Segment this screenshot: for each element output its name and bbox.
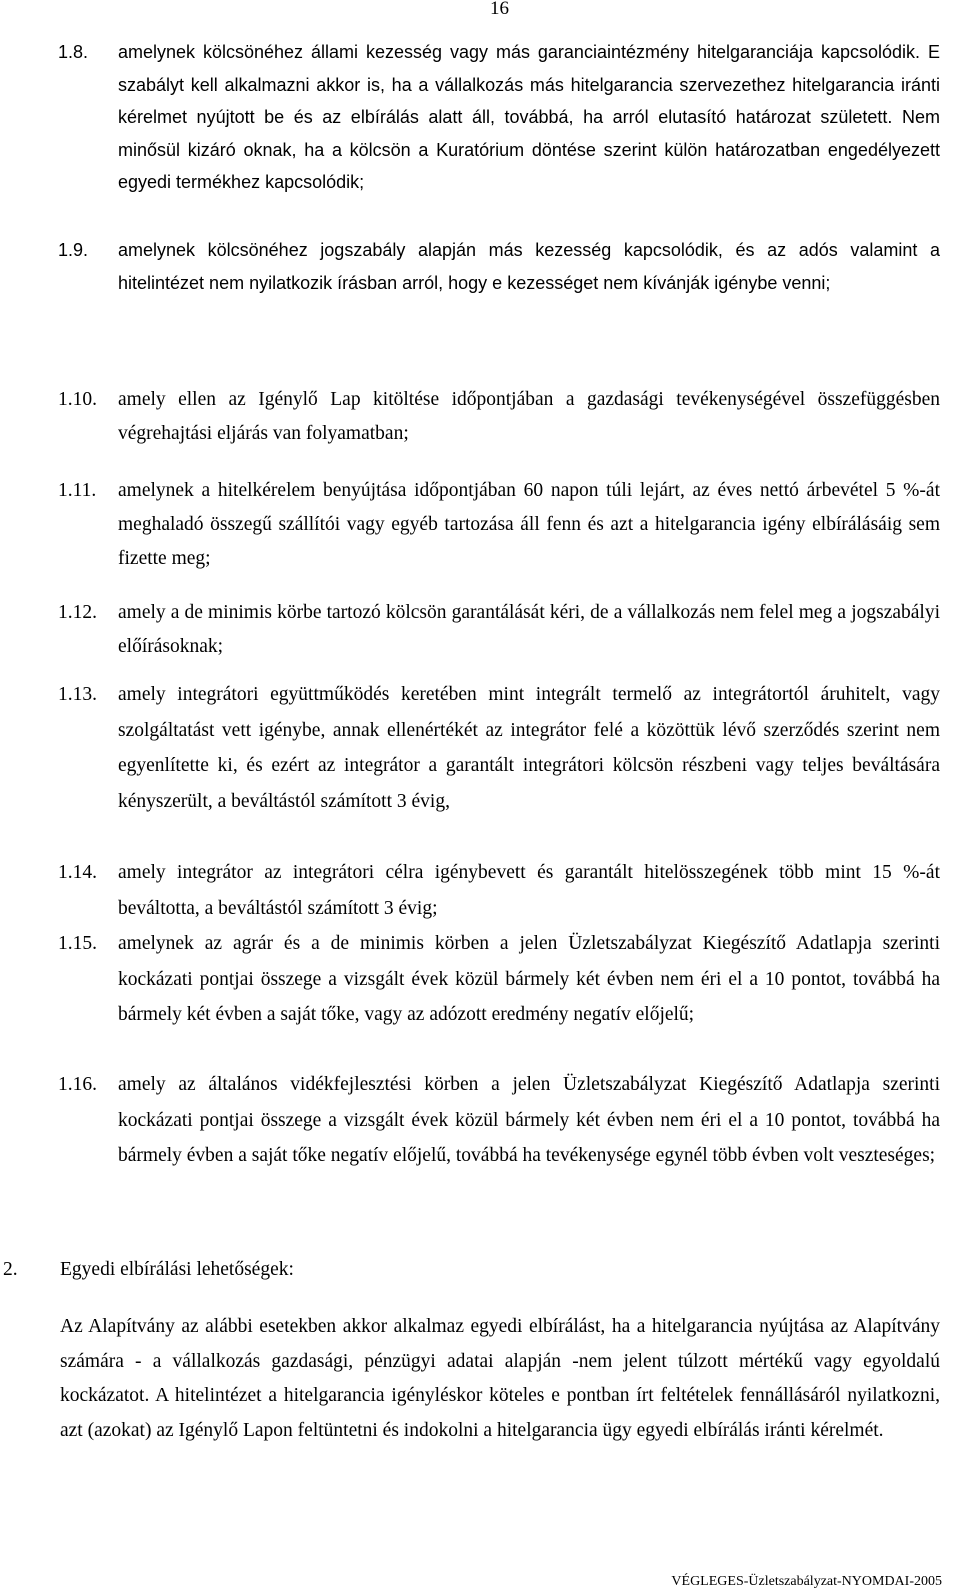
item-text: amely az általános vidékfejlesztési körben a jelen Üzletszabályzat Kiegészítő Adatlapja szerinti kockázati pontjai összege a vizsgált évek közül bármely két évben nem éri el a 10 pontot, továbbá ha bármely évben a saját tőke negatív előjelű, továbbá ha tevékenysége egynél több évben volt veszteséges;	[118, 1074, 940, 1166]
list-item-1-9	[58, 234, 940, 299]
item-number: 1.10.	[58, 389, 97, 410]
item-number: 1.15.	[58, 933, 97, 954]
list-item-1-8	[58, 36, 940, 199]
item-text: amely a de minimis körbe tartozó kölcsön garantálását kéri, de a vállalkozás nem felel meg a jogszabályi előírásoknak;	[118, 602, 940, 657]
item-text: amelynek a hitelkérelem benyújtása időpontjában 60 napon túli lejárt, az éves nettó árbevétel 5 %-át meghaladó összegű szállítói vagy egyéb tartozása áll fenn és azt a hitelgarancia igény elbírálásáig sem fizette meg;	[118, 480, 940, 569]
list-item-1-11	[58, 474, 940, 576]
section-number: 2.	[3, 1259, 18, 1280]
item-number: 1.13.	[58, 684, 97, 705]
item-text: amelynek az agrár és a de minimis körben a jelen Üzletszabályzat Kiegészítő Adatlapja szerinti kockázati pontjai összege a vizsgált évek közül bármely két évben nem éri el a 10 pontot, továbbá ha bármely két évben a saját tőke, vagy az adózott eredmény negatív előjelű;	[118, 933, 940, 1025]
item-text: amely ellen az Igénylő Lap kitöltése időpontjában a gazdasági tevékenységével összefüggésben végrehajtási eljárás van folyamatban;	[118, 389, 940, 444]
list-item-1-13	[58, 677, 940, 819]
item-number: 1.9.	[58, 240, 89, 260]
document-footer: VÉGLEGES-Üzletszabályzat-NYOMDAI-2005	[671, 1574, 942, 1589]
item-text-continued: Nem minősül kizáró oknak, ha a kölcsön a Kuratórium döntése szerint külön határozatban engedélyezett egyedi termékhez kapcsolódik;	[118, 107, 940, 192]
item-text: amely integrátori együttműködés keretében mint integrált termelő az integrátortól áruhitelt, vagy szolgáltatást vett igénybe, annak ellenértékét az integrátor felé a közöttük lévő szerződés szerint nem egyenlítette ki, és ezért az integrátor a garantált integrátori kölcsön részbeni vagy teljes beváltására kényszerült, a beváltástól számított 3 évig,	[118, 684, 940, 812]
list-item-1-15	[58, 926, 940, 1033]
section-paragraph: Az Alapítvány az alábbi esetekben akkor alkalmaz egyedi elbírálást, ha a hitelgarancia nyújtása az Alapítvány számára - a vállalkozás gazdasági, pénzügyi adatai alapján -nem jelent túlzott mértékű vagy egyoldalú kockázatot. A hitelintézet a hitelgarancia igényléskor köteles e pontban írt feltételek fennállásáról nyilatkozni, azt (azokat) az Igénylő Lapon feltüntetni és indokolni a hitelgarancia ügy egyedi elbírálás iránti kérelmét.	[60, 1316, 940, 1441]
list-item-1-16	[58, 1067, 940, 1174]
item-text: amelynek kölcsönéhez állami kezesség vagy más garanciaintézmény hitelgaranciája kapcsolódik. E szabályt kell alkalmazni akkor is, ha a vállalkozás más hitelgarancia szervezethez hitelgarancia iránti kérelmet nyújtott be és az elbírálás alatt áll, továbbá, ha arról elutasító határozat született.	[118, 42, 940, 127]
list-item-1-14	[58, 855, 940, 927]
list-item-1-12	[58, 596, 940, 664]
item-number: 1.16.	[58, 1074, 97, 1095]
item-number: 1.8.	[58, 42, 89, 62]
page-number: 16	[490, 0, 509, 19]
item-number: 1.12.	[58, 602, 97, 623]
section-title: Egyedi elbírálási lehetőségek:	[60, 1259, 294, 1280]
item-number: 1.11.	[58, 480, 97, 501]
list-item-1-10	[58, 383, 940, 451]
item-text: amelynek kölcsönéhez jogszabály alapján más kezesség kapcsolódik, és az adós valamint a hitelintézet nem nyilatkozik írásban arról, hogy e kezességet nem kívánják igénybe venni;	[118, 240, 940, 293]
item-number: 1.14.	[58, 862, 97, 883]
item-text: amely integrátor az integrátori célra igénybevett és garantált hitelösszegének több mint 15 %-át beváltotta, a beváltástól számított 3 évig;	[118, 862, 940, 919]
